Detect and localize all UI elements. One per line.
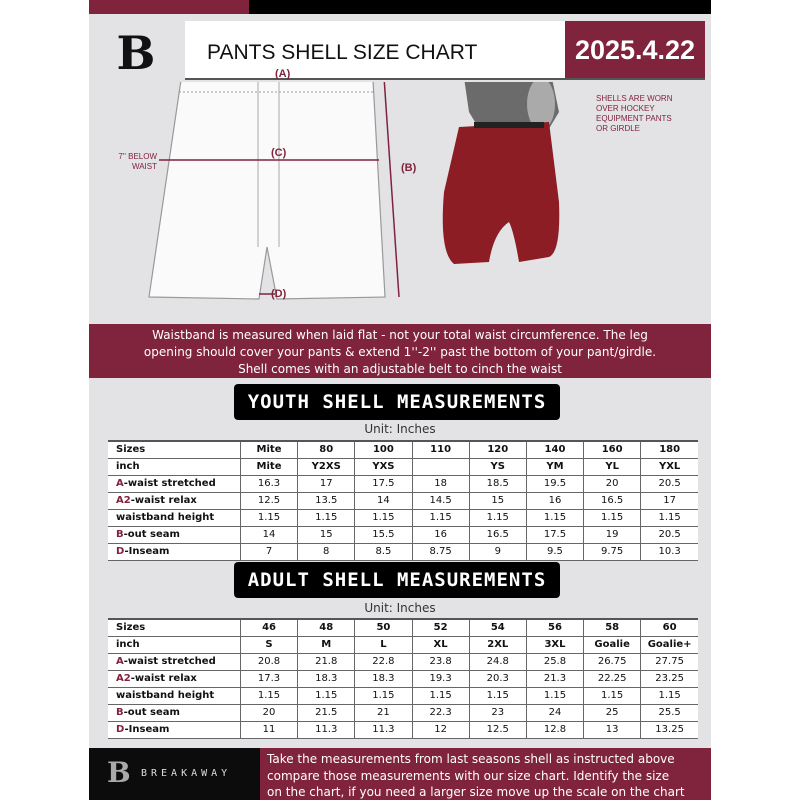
table-cell: 14: [355, 492, 412, 509]
table-cell: 1.15: [412, 509, 469, 526]
table-cell: 21.3: [526, 670, 583, 687]
table-cell: YM: [526, 458, 583, 475]
measure-name: -Inseam: [124, 724, 170, 735]
label-d: (D): [271, 288, 287, 300]
table-cell: XL: [412, 636, 469, 653]
top-stripe-maroon: [89, 0, 249, 14]
measure-key: D: [116, 724, 125, 735]
row-label: [108, 636, 240, 653]
info-line: Shell comes with an adjustable belt to cinch the waist: [238, 362, 562, 376]
table-cell: 20.5: [641, 475, 698, 492]
table-cell: 11.3: [355, 721, 412, 738]
table-cell: 80: [298, 441, 355, 458]
shell-note: SHELLS ARE WORN OVER HOCKEY EQUIPMENT PANTS OR GIRDLE: [596, 94, 673, 133]
table-cell: 11: [240, 721, 297, 738]
measure-name: waistband height: [116, 690, 215, 701]
measure-name: -out seam: [123, 707, 180, 718]
table-cell: 23: [469, 704, 526, 721]
measure-key: B: [116, 707, 124, 718]
measure-key: A2: [116, 495, 131, 506]
table-cell: 9.5: [526, 543, 583, 560]
table-cell: 18.3: [298, 670, 355, 687]
table-cell: 46: [240, 619, 297, 636]
table-cell: 17.5: [355, 475, 412, 492]
table-row: [108, 653, 698, 670]
table-cell: 8.5: [355, 543, 412, 560]
measure-name: waistband height: [116, 512, 215, 523]
table-cell: 17: [641, 492, 698, 509]
table-cell: YXL: [641, 458, 698, 475]
table-cell: 140: [526, 441, 583, 458]
table-row: [108, 636, 698, 653]
youth-size-table: [108, 440, 698, 561]
table-cell: 21.5: [298, 704, 355, 721]
table-cell: 120: [469, 441, 526, 458]
table-cell: 1.15: [526, 687, 583, 704]
measure-key: A: [116, 656, 124, 667]
table-cell: 18.3: [355, 670, 412, 687]
table-cell: 19.3: [412, 670, 469, 687]
table-cell: 19.5: [526, 475, 583, 492]
row-label: [108, 492, 240, 509]
table-row: [108, 492, 698, 509]
table-cell: 17.5: [526, 526, 583, 543]
table-cell: 180: [641, 441, 698, 458]
table-cell: 18: [412, 475, 469, 492]
table-cell: 9.75: [584, 543, 641, 560]
table-row: [108, 475, 698, 492]
diagram-area: [89, 68, 711, 322]
footer-logo: B: [107, 756, 131, 789]
table-cell: 11.3: [298, 721, 355, 738]
table-cell: [412, 458, 469, 475]
table-cell: 20: [584, 475, 641, 492]
table-cell: 8.75: [412, 543, 469, 560]
footer-line: on the chart, if you need a larger size move up the scale on the chart: [267, 785, 685, 799]
row-label: [108, 509, 240, 526]
row-label: [108, 704, 240, 721]
table-cell: 50: [355, 619, 412, 636]
table-cell: 14: [240, 526, 297, 543]
measure-name: -Inseam: [124, 546, 170, 557]
row-label: [108, 475, 240, 492]
measure-name: -out seam: [123, 529, 180, 540]
table-cell: 1.15: [412, 687, 469, 704]
table-cell: 20.3: [469, 670, 526, 687]
info-line: Waistband is measured when laid flat - not your total waist circumference. The leg: [152, 328, 648, 342]
table-cell: 1.15: [298, 687, 355, 704]
table-cell: 16.5: [469, 526, 526, 543]
table-cell: 54: [469, 619, 526, 636]
table-cell: 1.15: [584, 509, 641, 526]
label-b: (B): [401, 162, 417, 174]
table-cell: 23.25: [641, 670, 698, 687]
info-line: opening should cover your pants & extend 1''-2'' past the bottom of your pant/girdle.: [143, 345, 657, 359]
table-cell: Mite: [240, 441, 297, 458]
table-cell: 13.25: [641, 721, 698, 738]
table-cell: 21.8: [298, 653, 355, 670]
table-cell: 17: [298, 475, 355, 492]
table-cell: 1.15: [298, 509, 355, 526]
table-cell: 12: [412, 721, 469, 738]
table-cell: 22.8: [355, 653, 412, 670]
measure-name: inch: [116, 639, 140, 650]
row-label: [108, 687, 240, 704]
table-row: [108, 543, 698, 560]
brand-logo: B: [116, 26, 156, 80]
table-cell: 48: [298, 619, 355, 636]
date-badge: 2025.4.22: [565, 21, 705, 80]
row-label: [108, 670, 240, 687]
adult-size-table: [108, 618, 698, 739]
row-label: [108, 441, 240, 458]
table-row: [108, 670, 698, 687]
table-cell: YXS: [355, 458, 412, 475]
table-cell: 10.3: [641, 543, 698, 560]
youth-unit-label: Unit: Inches: [364, 422, 436, 436]
table-cell: 19: [584, 526, 641, 543]
row-label: [108, 721, 240, 738]
table-cell: YS: [469, 458, 526, 475]
table-row: [108, 441, 698, 458]
table-cell: 17.3: [240, 670, 297, 687]
table-row: [108, 704, 698, 721]
row-label: [108, 543, 240, 560]
flat-pants-drawing: [149, 82, 399, 299]
table-row: [108, 458, 698, 475]
table-cell: 13: [584, 721, 641, 738]
table-cell: 1.15: [355, 509, 412, 526]
waist-note: 7'' BELOW WAIST: [118, 152, 157, 171]
table-cell: 160: [584, 441, 641, 458]
table-cell: 16: [412, 526, 469, 543]
label-c: (C): [271, 147, 287, 159]
table-cell: 25: [584, 704, 641, 721]
table-cell: 3XL: [526, 636, 583, 653]
table-row: [108, 526, 698, 543]
table-cell: 1.15: [641, 509, 698, 526]
top-stripe-black: [249, 0, 711, 14]
row-label: [108, 619, 240, 636]
adult-section-title: ADULT SHELL MEASUREMENTS: [234, 562, 560, 598]
table-cell: 1.15: [355, 687, 412, 704]
table-cell: 25.8: [526, 653, 583, 670]
table-cell: Mite: [240, 458, 297, 475]
table-row: [108, 687, 698, 704]
table-cell: 20.8: [240, 653, 297, 670]
table-cell: 13.5: [298, 492, 355, 509]
table-cell: 56: [526, 619, 583, 636]
table-cell: 24: [526, 704, 583, 721]
table-cell: 1.15: [240, 687, 297, 704]
table-cell: 24.8: [469, 653, 526, 670]
table-cell: 22.25: [584, 670, 641, 687]
footer-line: compare those measurements with our size chart. Identify the size: [267, 768, 670, 783]
measure-name: -waist stretched: [123, 478, 216, 489]
measure-name: Sizes: [116, 622, 146, 634]
table-cell: 20: [240, 704, 297, 721]
table-cell: 1.15: [240, 509, 297, 526]
table-cell: M: [298, 636, 355, 653]
hockey-shell-photo: [443, 82, 560, 264]
table-cell: 9: [469, 543, 526, 560]
brand-name: BREAKAWAY: [141, 768, 232, 779]
adult-unit-label: Unit: Inches: [364, 601, 436, 615]
table-cell: YL: [584, 458, 641, 475]
table-cell: 7: [240, 543, 297, 560]
table-cell: 15: [469, 492, 526, 509]
info-band: [89, 324, 711, 378]
table-cell: 12.5: [469, 721, 526, 738]
footer-instructions: [260, 748, 711, 800]
size-chart-page: [89, 0, 711, 800]
footer-line: Take the measurements from last seasons shell as instructed above: [267, 752, 675, 766]
table-cell: 16: [526, 492, 583, 509]
footer-brand: [89, 748, 260, 800]
measure-name: -waist relax: [130, 495, 197, 506]
table-cell: 1.15: [469, 509, 526, 526]
table-cell: S: [240, 636, 297, 653]
table-cell: 20.5: [641, 526, 698, 543]
title-box: [185, 21, 565, 80]
table-cell: 16.5: [584, 492, 641, 509]
table-cell: 100: [355, 441, 412, 458]
table-cell: 16.3: [240, 475, 297, 492]
table-cell: 21: [355, 704, 412, 721]
youth-section-title: YOUTH SHELL MEASUREMENTS: [234, 384, 560, 420]
table-cell: 14.5: [412, 492, 469, 509]
table-cell: 26.75: [584, 653, 641, 670]
table-cell: 58: [584, 619, 641, 636]
measure-key: A: [116, 478, 124, 489]
table-cell: 1.15: [584, 687, 641, 704]
table-cell: Goalie+: [641, 636, 698, 653]
table-cell: 22.3: [412, 704, 469, 721]
table-cell: L: [355, 636, 412, 653]
table-cell: 1.15: [526, 509, 583, 526]
table-cell: 15.5: [355, 526, 412, 543]
table-cell: 60: [641, 619, 698, 636]
table-cell: 27.75: [641, 653, 698, 670]
table-cell: 25.5: [641, 704, 698, 721]
measure-name: Sizes: [116, 444, 146, 456]
page-title: PANTS SHELL SIZE CHART: [207, 41, 478, 64]
table-cell: 18.5: [469, 475, 526, 492]
table-cell: Y2XS: [298, 458, 355, 475]
table-cell: 2XL: [469, 636, 526, 653]
table-cell: 12.8: [526, 721, 583, 738]
table-cell: 15: [298, 526, 355, 543]
measure-name: inch: [116, 461, 140, 472]
table-row: [108, 619, 698, 636]
table-cell: 1.15: [469, 687, 526, 704]
table-cell: Goalie: [584, 636, 641, 653]
row-label: [108, 526, 240, 543]
measure-name: -waist relax: [130, 673, 197, 684]
measure-key: A2: [116, 673, 131, 684]
table-cell: 110: [412, 441, 469, 458]
measure-key: B: [116, 529, 124, 540]
table-cell: 52: [412, 619, 469, 636]
row-label: [108, 458, 240, 475]
table-row: [108, 721, 698, 738]
table-cell: 12.5: [240, 492, 297, 509]
table-cell: 8: [298, 543, 355, 560]
table-cell: 1.15: [641, 687, 698, 704]
label-a: (A): [275, 68, 291, 80]
table-row: [108, 509, 698, 526]
measure-key: D: [116, 546, 125, 557]
measure-name: -waist stretched: [123, 656, 216, 667]
table-cell: 23.8: [412, 653, 469, 670]
row-label: [108, 653, 240, 670]
